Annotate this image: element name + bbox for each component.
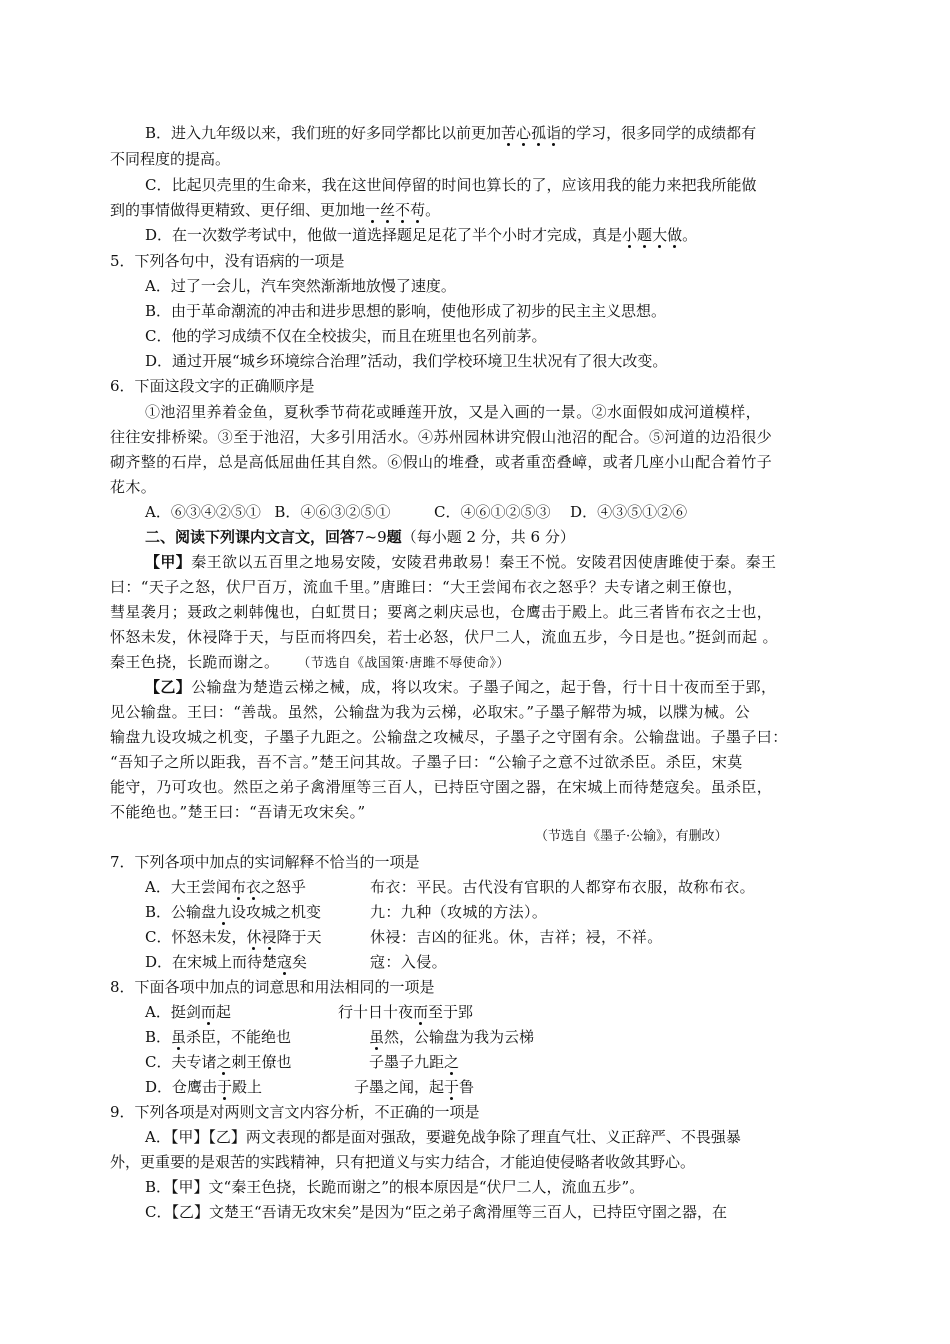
q7-option-d (145, 951, 307, 973)
q8-c-text: C．夫专诸 (145, 1053, 217, 1071)
q8-c-text-post: 刺王僚也 (231, 1053, 292, 1071)
q6-option-d: D．④③⑤①②⑥ (570, 503, 688, 521)
jia-source: （节选自《战国策·唐雎不辱使命》） (297, 656, 510, 671)
q8-c-dotted (216, 1053, 231, 1071)
jia-tag: 【甲】 (145, 553, 192, 571)
emphasis-char: 于 (217, 1078, 233, 1096)
q8-a2-text-post: 至于郢 (428, 1003, 474, 1021)
q7-a-explanation: 布衣：平民。古代没有官职的人都穿布衣服，故称布衣。 (370, 878, 756, 896)
q8-b-text-post: 杀臣，不能绝也 (186, 1028, 292, 1046)
q7-c-explanation: 休祲：吉凶的征兆。休，吉祥；祲，不祥。 (370, 928, 663, 946)
emphasis-char: 而 (413, 1003, 429, 1021)
q8-option-d (145, 1076, 262, 1098)
q7-d-text-post: 矣 (292, 953, 308, 971)
q7-a-dotted (231, 878, 261, 896)
emphasis-char: 虽 (171, 1028, 187, 1046)
jia-line1 (145, 551, 776, 573)
q8-option-d-compare (354, 1076, 474, 1098)
yi-line2: 见公输盘。王曰：“善哉。虽然，公输盘为我为云梯，必取宋。”子墨子解带为城，以牒为械。公 (110, 703, 751, 721)
section2-heading-text: 二、阅读下列课内文言文，回答 (145, 528, 356, 546)
q7-b-dotted (216, 903, 231, 921)
q8-d-text-post: 殿上 (232, 1078, 263, 1096)
yi-line3: 输盘九设攻城之机变，子墨子九距之。公输盘之攻械尽，子墨子之守圉有余。公输盘诎。子墨子曰： (110, 728, 788, 746)
q9-option-a-line2: 外，更重要的是艰苦的实践精神，只有把道义与实力结合，才能迫使侵略者收敛其野心。 (110, 1153, 696, 1171)
q8-d2-dotted (444, 1078, 459, 1096)
q8-a-dotted (201, 1003, 216, 1021)
q4-b-text-post: 的学习，很多同学的成绩都有 (561, 124, 757, 142)
q5-option-c: C．他的学习成绩不仅在全校拔尖，而且在班里也名列前茅。 (145, 327, 547, 345)
yi-tag: 【乙】 (145, 678, 192, 696)
yi-line6: 不能绝也。”楚王曰：“吾请无攻宋矣。” (110, 803, 366, 821)
emphasis-char: 苦 (501, 124, 517, 142)
q8-option-c-compare (369, 1051, 459, 1073)
emphasis-char: 于 (444, 1078, 460, 1096)
q9-option-c-line1: C．【乙】文楚王“吾请无攻宋矣”是因为“臣之弟子禽滑厘等三百人，已持臣守圉之器，在 (145, 1203, 727, 1221)
q7-option-b (145, 901, 321, 923)
q7-b-explanation: 九：九种（攻城的方法）。 (370, 903, 548, 921)
q6-option-a: A．⑥③④②⑤① (145, 503, 261, 521)
emphasis-char: 寇 (277, 953, 293, 971)
q6-passage-line2: 往往安排桥梁。③至于池沼，大多引用活水。④苏州园林讲究假山池沼的配合。⑤河道的边沿很少 (110, 428, 773, 446)
jia-line5 (110, 651, 510, 675)
q6-options (145, 501, 687, 523)
q7-d-text: D．在宋城上而待楚 (145, 953, 278, 971)
q6-stem: 6．下面这段文字的正确顺序是 (110, 377, 315, 395)
q8-a-text: A．挺剑 (145, 1003, 201, 1021)
q8-d-text: D．仓鹰击 (145, 1078, 218, 1096)
yi-text: 公输盘为楚造云梯之械，成，将以攻宋。子墨子闻之，起于鲁，行十日十夜而至于郢， (191, 678, 777, 696)
q7-c-text-post: 降于天 (276, 928, 322, 946)
q8-option-b (145, 1026, 291, 1048)
q4-option-b-line1 (145, 122, 756, 144)
q7-d-explanation: 寇：入侵。 (370, 953, 448, 971)
q7-a-text: A．大王尝闻 (145, 878, 231, 896)
emphasis-char: 休 (246, 928, 262, 946)
q7-c-dotted (246, 928, 276, 946)
yi-line5: 能守，乃可攻也。然臣之弟子禽滑厘等三百人，已持臣守圉之器，在宋城上而待楚寇矣。虽杀臣， (110, 778, 773, 796)
q4-option-b-line2: 不同程度的提高。 (110, 150, 231, 168)
q8-b2-text-post: 然，公输盘为我为云梯 (384, 1028, 535, 1046)
yi-line4: “吾知子之所以距我，吾不言。”楚王问其故。子墨子曰：“公输子之意不过欲杀臣。杀臣，宋莫 (110, 753, 743, 771)
q4-c-text-post: 。 (425, 201, 441, 219)
q4-b-dotted-phrase (501, 124, 561, 142)
q8-stem: 8．下面各项中加点的词意思和用法相同的一项是 (110, 978, 435, 996)
q8-d-dotted (217, 1078, 232, 1096)
q8-c2-dotted (444, 1053, 459, 1071)
q8-d2-text: 子墨之闻，起 (354, 1078, 445, 1096)
q7-stem: 7．下列各项中加点的实词解释不恰当的一项是 (110, 853, 420, 871)
emphasis-char: 祲 (261, 928, 277, 946)
q4-d-text: D．在一次数学考试中，他做一道选择题足足花了半个小时才完成，真是 (145, 226, 623, 244)
emphasis-char: 心 (516, 124, 532, 142)
q4-b-text: B．进入九年级以来，我们班的好多同学都比以前更加 (145, 124, 502, 142)
q4-d-text-post: 。 (682, 226, 698, 244)
emphasis-char: 孤 (531, 124, 547, 142)
emphasis-char: 小 (622, 226, 638, 244)
q8-option-a (145, 1001, 231, 1023)
q7-option-c (145, 926, 322, 948)
jia-line3: 彗星袭月；聂政之刺韩傀也，白虹贯日；要离之刺庆忌也，仓鹰击于殿上。此三者皆布衣之士也， (110, 603, 773, 621)
emphasis-char: 九 (216, 903, 232, 921)
emphasis-char: 之 (216, 1053, 232, 1071)
q7-a-text-post: 之怒乎 (260, 878, 306, 896)
q8-d2-text-post: 鲁 (459, 1078, 475, 1096)
q5-option-d: D．通过开展“城乡环境综合治理”活动，我们学校环境卫生状况有了很大改变。 (145, 352, 668, 370)
q6-option-c: C．④⑥①②⑤③ (434, 503, 551, 521)
emphasis-char: 衣 (245, 878, 261, 896)
q4-option-c-line1: C．比起贝壳里的生命来，我在这世间停留的时间也算长的了，应该用我的能力来把我所能做 (145, 176, 757, 194)
emphasis-char: 一 (365, 201, 381, 219)
q6-passage-line4: 花木。 (110, 478, 157, 496)
emphasis-char: 丝 (380, 201, 396, 219)
emphasis-char: 布 (230, 878, 246, 896)
q7-c-text: C．怀怒未发， (145, 928, 247, 946)
section2-heading-note: （每小题 2 分，共 6 分） (401, 528, 575, 546)
q8-option-b-compare (369, 1026, 534, 1048)
emphasis-char: 之 (444, 1053, 460, 1071)
q9-option-b: B．【甲】文“秦王色挠，长跪而谢之”的根本原因是“伏尸二人，流血五步”。 (145, 1178, 645, 1196)
emphasis-char: 诣 (546, 124, 562, 142)
section2-heading-text2: 题 (386, 528, 402, 546)
emphasis-char: 苟 (410, 201, 426, 219)
q9-stem: 9．下列各项是对两则文言文内容分析，不正确的一项是 (110, 1103, 480, 1121)
emphasis-char: 大 (652, 226, 668, 244)
yi-source: （节选自《墨子·公输》，有删改） (535, 829, 728, 844)
emphasis-char: 不 (395, 201, 411, 219)
q8-option-a-compare (338, 1001, 473, 1023)
emphasis-char: 做 (667, 226, 683, 244)
emphasis-char: 虽 (369, 1028, 385, 1046)
q6-option-b: B．④⑥③②⑤① (274, 503, 391, 521)
yi-line1 (145, 676, 776, 698)
q4-option-c-line2 (110, 199, 440, 221)
q5-stem: 5．下列各句中，没有语病的一项是 (110, 252, 345, 270)
q4-c-text: 到的事情做得更精致、更仔细、更加地 (110, 201, 366, 219)
q8-a2-dotted (413, 1003, 428, 1021)
q4-option-d (145, 224, 697, 246)
q8-b-dotted (171, 1028, 186, 1046)
q6-passage-line3: 砌齐整的石岸，总是高低屈曲任其自然。⑥假山的堆叠，或者重峦叠嶂，或者几座小山配合着竹子 (110, 453, 773, 471)
jia-line2: 曰：“天子之怒，伏尸百万，流血千里。”唐雎曰：“大王尝闻布衣之怒乎？夫专诸之刺王僚也， (110, 578, 743, 596)
q7-b-text-post: 设攻城之机变 (231, 903, 322, 921)
q5-option-b: B．由于革命潮流的冲击和进步思想的影响，使他形成了初步的民主主义思想。 (145, 302, 667, 320)
q7-b-text: B．公输盘 (145, 903, 217, 921)
q7-d-dotted (277, 953, 292, 971)
q4-d-dotted-phrase (622, 226, 682, 244)
section2-heading-range: 7~9 (355, 528, 387, 546)
q8-b2-dotted (369, 1028, 384, 1046)
q5-option-a: A．过了一会儿，汽车突然渐渐地放慢了速度。 (145, 277, 456, 295)
section2-heading (145, 526, 575, 548)
jia-text: 秦王欲以五百里之地易安陵，安陵君弗敢易！秦王不悦。安陵君因使唐雎使于秦。秦王 (191, 553, 777, 571)
q8-a2-text: 行十日十夜 (338, 1003, 414, 1021)
jia-line4: 怀怒未发，休祲降于天，与臣而将四矣，若士必怒，伏尸二人，流血五步，今日是也。”挺剑而起 。 (110, 628, 778, 646)
emphasis-char: 题 (637, 226, 653, 244)
q6-passage-line1: ①池沼里养着金鱼，夏秋季节荷花或睡莲开放，又是入画的一景。②水面假如成河道模样， (145, 403, 762, 421)
q4-c-dotted-phrase (365, 201, 425, 219)
q8-b-text: B． (145, 1028, 172, 1046)
q8-a-text-post: 起 (215, 1003, 231, 1021)
q8-option-c (145, 1051, 292, 1073)
emphasis-char: 而 (200, 1003, 216, 1021)
jia-text-end: 秦王色挠，长跪而谢之。 (110, 653, 280, 671)
q7-option-a (145, 876, 306, 898)
q8-c2-text: 子墨子九距 (369, 1053, 445, 1071)
q9-option-a-line1: A．【甲】【乙】两文表现的都是面对强敌，要避免战争除了理直气壮、义正辞严、不畏强暴 (145, 1128, 741, 1146)
